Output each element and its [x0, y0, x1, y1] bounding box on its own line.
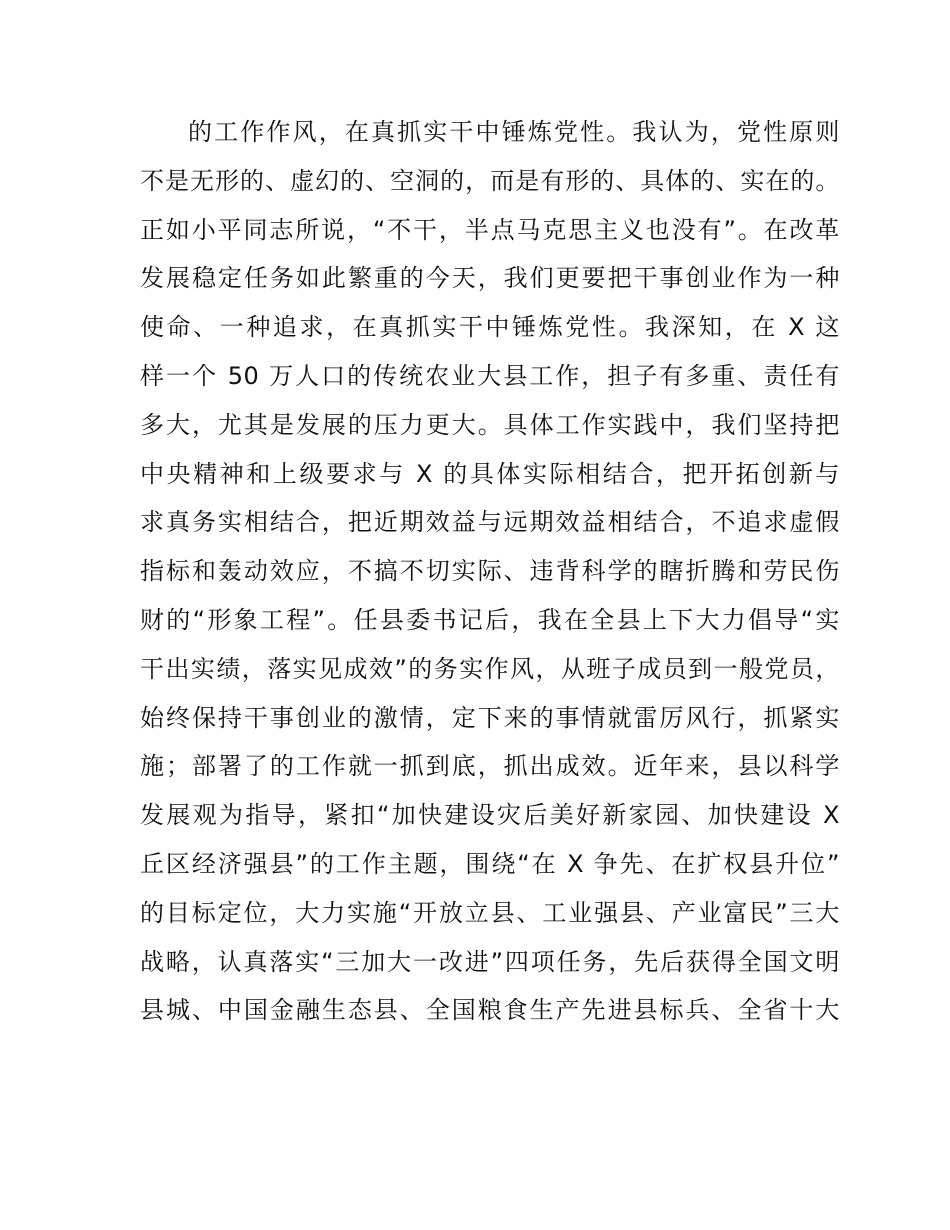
text-line: 战略，认真落实“三加大一改进”四项任务，先后获得全国文明: [140, 947, 840, 976]
text-line: 样一个 50 万人口的传统农业大县工作，担子有多重、责任有: [140, 361, 840, 390]
text-line: 使命、一种追求，在真抓实干中锤炼党性。我深知，在 X 这: [140, 313, 840, 342]
text-line: 正如小平同志所说，“不干，半点马克思主义也没有”。在改革: [140, 215, 840, 244]
body-paragraph: [140, 108, 840, 1035]
text-line: 丘区经济强县”的工作主题，围绕“在 X 争先、在扩权县升位”: [140, 849, 840, 878]
text-line: 的工作作风，在真抓实干中锤炼党性。我认为，党性原则: [188, 118, 840, 146]
text-line: 指标和轰动效应，不搞不切实际、违背科学的瞎折腾和劳民伤: [140, 557, 840, 586]
text-line: 县城、中国金融生态县、全国粮食生产先进县标兵、全省十大: [140, 996, 840, 1025]
text-line: 干出实绩，落实见成效”的务实作风，从班子成员到一般党员，: [140, 654, 840, 683]
text-line: 始终保持干事创业的激情，定下来的事情就雷厉风行，抓紧实: [140, 703, 840, 732]
text-line: 的目标定位，大力实施“开放立县、工业强县、产业富民”三大: [140, 898, 840, 927]
text-line: 不是无形的、虚幻的、空洞的，而是有形的、具体的、实在的。: [140, 166, 840, 195]
text-line: 发展稳定任务如此繁重的今天，我们更要把干事创业作为一种: [140, 264, 840, 293]
text-line: 财的“形象工程”。任县委书记后，我在全县上下大力倡导“实: [140, 605, 840, 634]
text-line: 中央精神和上级要求与 X 的具体实际相结合，把开拓创新与: [140, 459, 840, 488]
text-line: 施；部署了的工作就一抓到底，抓出成效。近年来，县以科学: [140, 752, 840, 781]
text-line: 多大，尤其是发展的压力更大。具体工作实践中，我们坚持把: [140, 410, 840, 439]
text-line: 发展观为指导，紧扣“加快建设灾后美好新家园、加快建设 X: [140, 801, 840, 830]
text-line: 求真务实相结合，把近期效益与远期效益相结合，不追求虚假: [140, 508, 840, 537]
